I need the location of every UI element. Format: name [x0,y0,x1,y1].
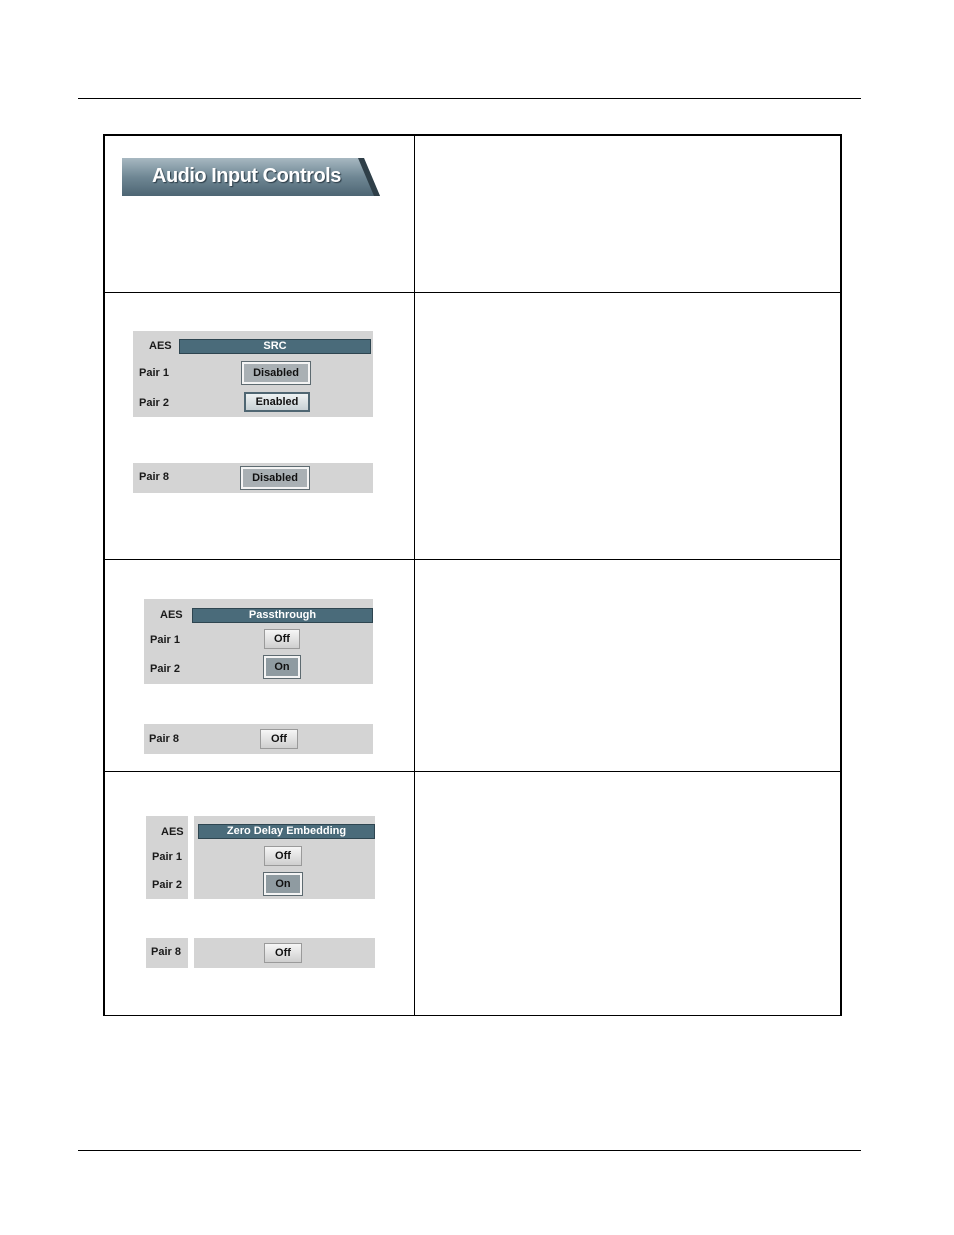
passthrough-column-header: Passthrough [192,608,373,623]
src-pair-1-toggle[interactable]: Disabled [242,362,310,384]
pair-1-label: Pair 1 [150,634,180,646]
passthrough-pair-8-row [144,724,373,754]
header-rule [78,98,861,99]
src-column-header: SRC [179,339,371,354]
row-divider-3 [105,771,840,772]
column-divider [414,136,415,1015]
pair-8-label: Pair 8 [149,733,179,745]
src-pair-8-toggle[interactable]: Disabled [241,467,309,489]
passthrough-pair-8-toggle[interactable]: Off [260,729,298,749]
zero-delay-panel [194,816,375,899]
zero-delay-column-header: Zero Delay Embedding [198,824,375,839]
row-divider-2 [105,559,840,560]
pair-2-label: Pair 2 [139,397,169,409]
footer-rule [78,1150,861,1151]
aes-label: AES [160,609,183,621]
passthrough-pair-2-toggle[interactable]: On [264,656,300,678]
src-panel [133,331,373,417]
banner-title: Audio Input Controls [152,165,341,187]
passthrough-pair-1-toggle[interactable]: Off [264,629,300,649]
zero-delay-pair-8-label-cell [146,938,188,968]
passthrough-panel [144,599,373,684]
zero-delay-label-column [146,816,188,899]
src-pair-2-toggle[interactable]: Enabled [244,392,310,412]
zero-delay-pair-1-toggle[interactable]: Off [264,846,302,866]
controls-table [103,134,842,1016]
aes-label: AES [161,826,184,838]
audio-input-controls-banner [122,158,380,196]
aes-label: AES [149,340,172,352]
src-pair-8-row [133,463,373,493]
pair-1-label: Pair 1 [152,851,182,863]
pair-8-label: Pair 8 [151,946,181,958]
pair-2-label: Pair 2 [152,879,182,891]
zero-delay-pair-2-toggle[interactable]: On [264,873,302,895]
pair-2-label: Pair 2 [150,663,180,675]
zero-delay-pair-8-toggle[interactable]: Off [264,943,302,963]
pair-8-label: Pair 8 [139,471,169,483]
row-divider-1 [105,292,840,293]
pair-1-label: Pair 1 [139,367,169,379]
zero-delay-pair-8-row [194,938,375,968]
